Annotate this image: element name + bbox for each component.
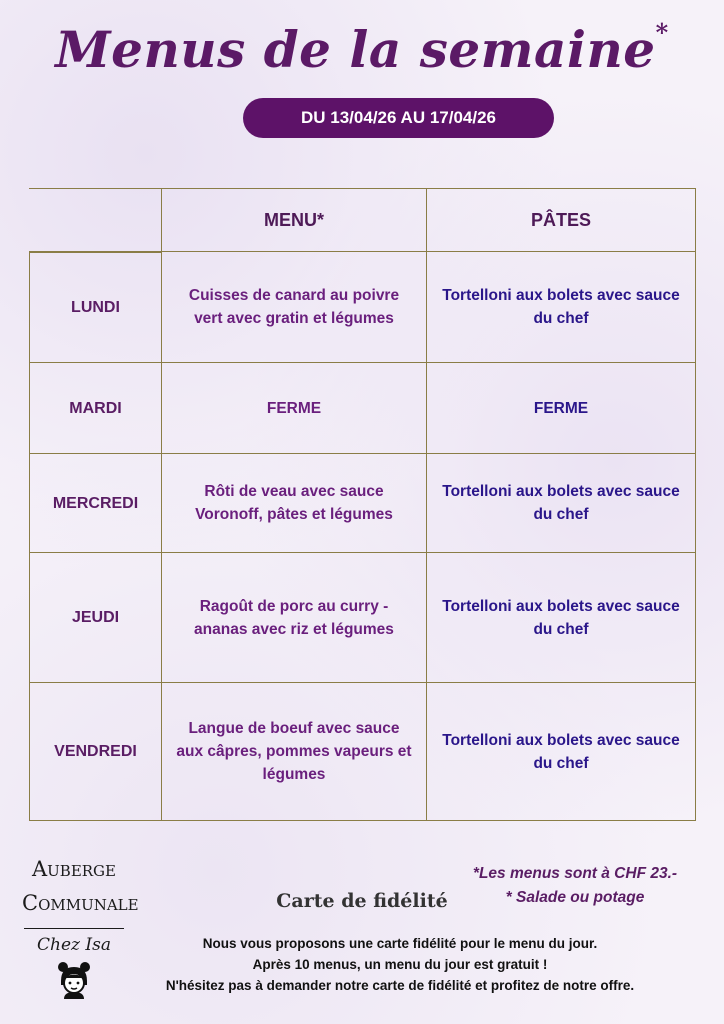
logo-divider — [24, 928, 124, 929]
pates-cell: FERME — [426, 363, 695, 454]
price-note: *Les menus sont à CHF 23.- — [472, 865, 678, 882]
fidelity-line-1: Nous vous proposons une carte fidélité pour le menu du jour. — [202, 936, 598, 951]
header-empty-cell — [29, 189, 161, 252]
page-title — [0, 18, 724, 79]
pates-cell: Tortelloni aux bolets avec sauce du chef — [426, 454, 695, 553]
pates-cell: Tortelloni aux bolets avec sauce du chef — [426, 683, 695, 821]
day-cell: JEUDI — [29, 553, 161, 683]
fidelity-line-3: N'hésitez pas à demander notre carte de fidélité et profitez de notre offre. — [165, 978, 635, 993]
table-row — [29, 553, 695, 683]
fidelity-line-2: Après 10 menus, un menu du jour est gratuit ! — [252, 957, 548, 972]
menu-table — [29, 188, 696, 821]
table-row — [29, 454, 695, 553]
day-cell: LUNDI — [29, 252, 161, 363]
column-header-menu: MENU* — [161, 189, 426, 252]
column-header-pates: PÂTES — [426, 189, 695, 252]
day-cell: VENDREDI — [29, 683, 161, 821]
logo-line-communale: Communale — [22, 891, 139, 915]
title-text: Menus de la semaine — [55, 20, 656, 79]
pates-cell: Tortelloni aux bolets avec sauce du chef — [426, 252, 695, 363]
day-cell: MARDI — [29, 363, 161, 454]
menu-cell: Ragoût de porc au curry - ananas avec riz et légumes — [161, 553, 426, 683]
table-row — [29, 363, 695, 454]
logo-line-chez-isa: Chez Isa — [37, 935, 111, 955]
day-cell: MERCREDI — [29, 454, 161, 553]
price-notes — [440, 862, 710, 910]
menu-cell: FERME — [161, 363, 426, 454]
auberge-logo — [22, 852, 139, 1004]
date-range-badge: DU 13/04/26 AU 17/04/26 — [243, 98, 554, 138]
salad-note: * Salade ou potage — [505, 889, 645, 906]
table-row — [29, 683, 695, 821]
table-row — [29, 252, 695, 363]
title-asterisk: * — [655, 18, 669, 47]
pates-cell: Tortelloni aux bolets avec sauce du chef — [426, 553, 695, 683]
logo-line-auberge: Auberge — [31, 857, 116, 881]
girl-face-icon — [22, 961, 126, 1004]
fidelity-title: Carte de fidélité — [276, 890, 448, 912]
table-header-row — [29, 189, 695, 252]
menu-cell: Rôti de veau avec sauce Voronoff, pâtes et légumes — [161, 454, 426, 553]
menu-cell: Cuisses de canard au poivre vert avec gratin et légumes — [161, 252, 426, 363]
menu-cell: Langue de boeuf avec sauce aux câpres, pommes vapeurs et légumes — [161, 683, 426, 821]
fidelity-text — [120, 933, 680, 996]
